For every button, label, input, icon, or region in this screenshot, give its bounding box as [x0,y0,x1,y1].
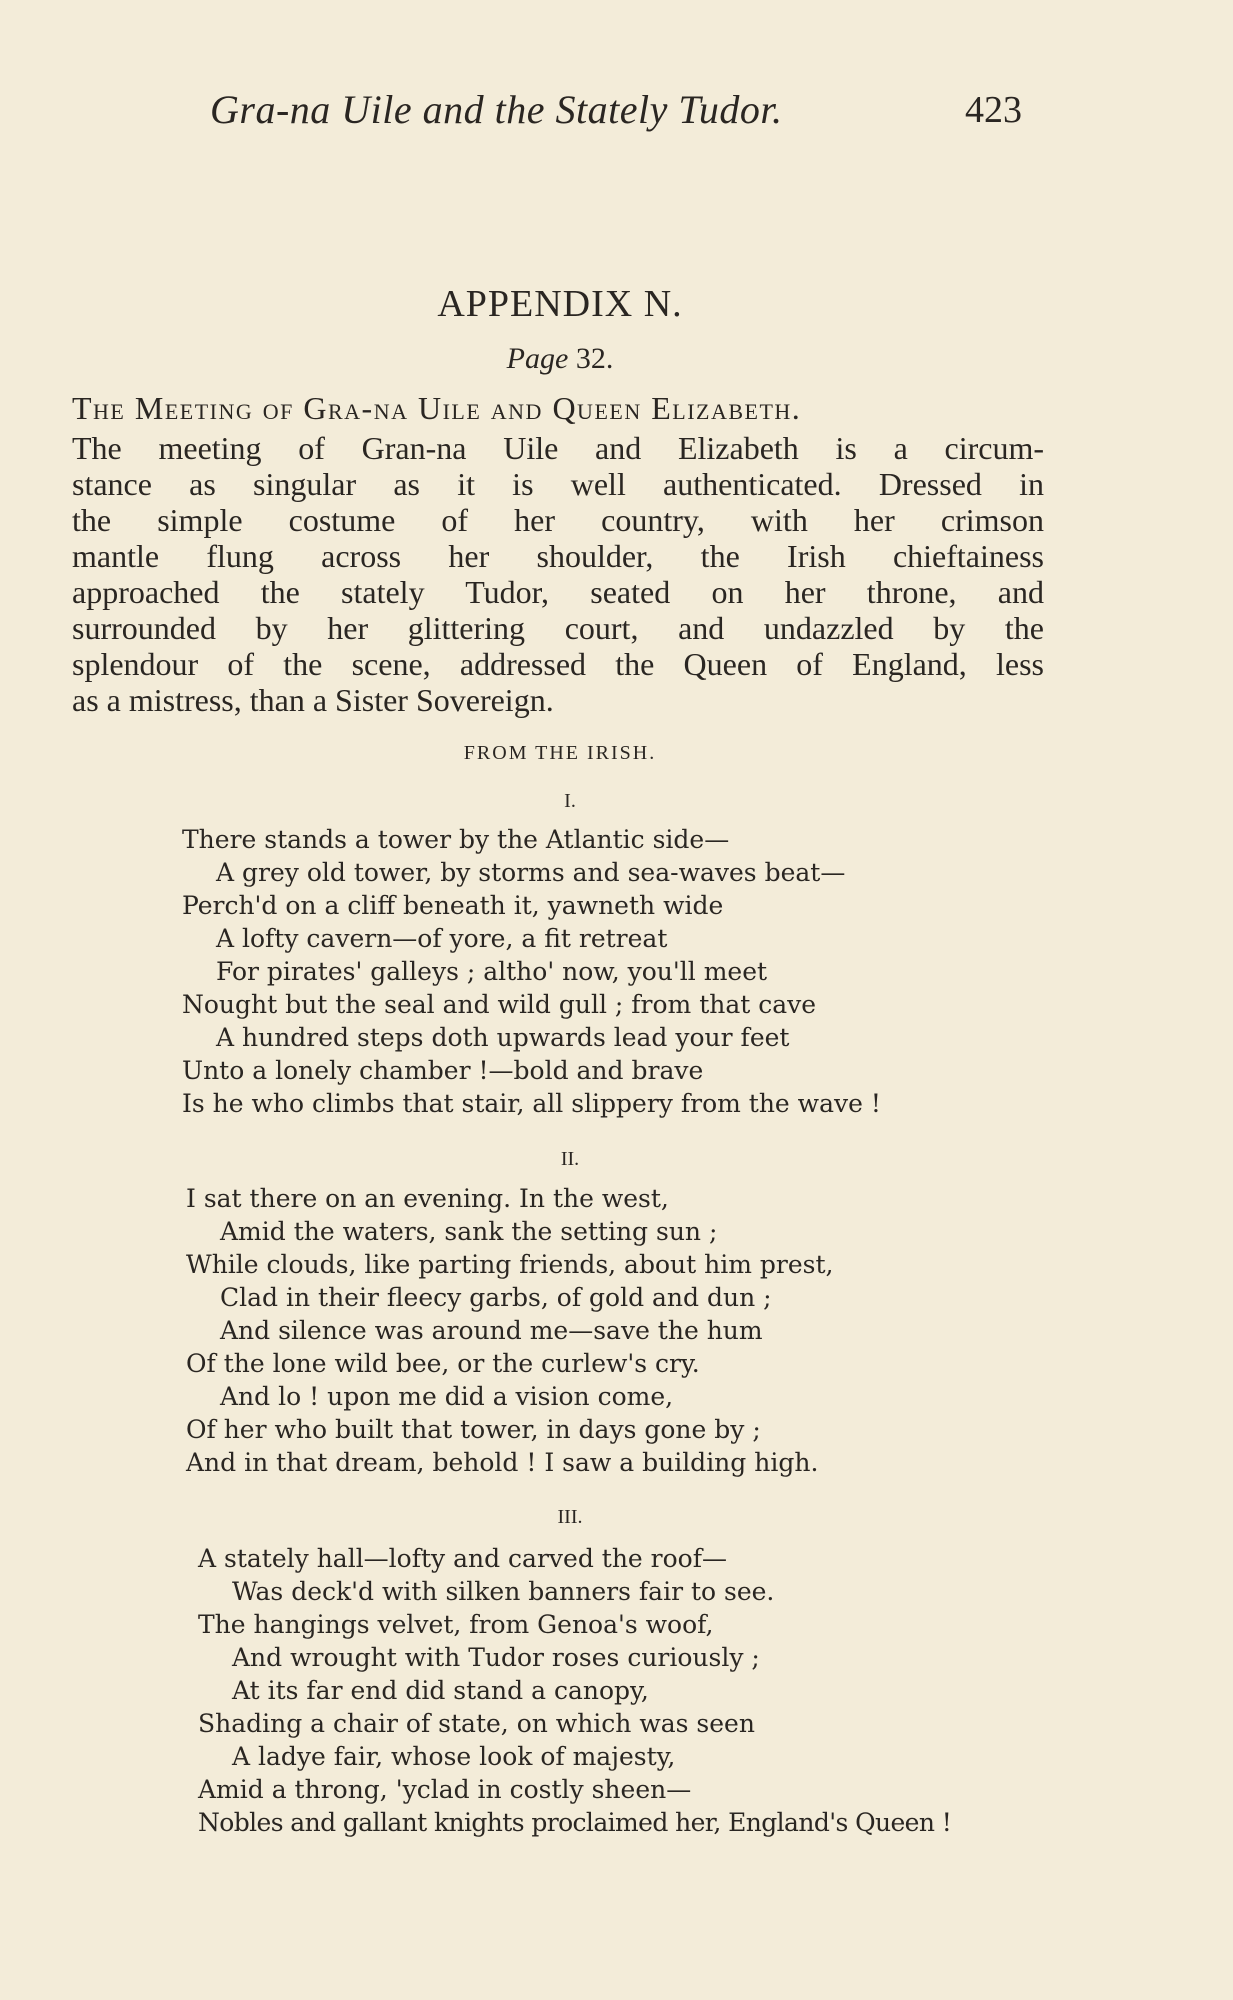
poem-line: Amid a throng, 'yclad in costly sheen— [198,1775,692,1804]
stanza-number: III. [557,1506,583,1528]
poem-line: Of the lone wild bee, or the curlew's cry. [186,1349,700,1378]
poem-line: Of her who built that tower, in days gone by ; [186,1415,761,1444]
poem-line: Nought but the seal and wild gull ; from that cave [182,990,817,1019]
poem-line: A ladye fair, whose look of majesty, [232,1742,676,1771]
poem-line: The hangings velvet, from Genoa's woof, [198,1610,714,1639]
poem-line: There stands a tower by the Atlantic side— [182,825,730,854]
paragraph-line: splendour of the scene, addressed the Queen of England, less [72,646,1044,682]
poem-line: A grey old tower, by storms and sea-waves beat— [216,858,846,887]
poem-line: And wrought with Tudor roses curiously ; [232,1643,760,1672]
poem-line: Amid the waters, sank the setting sun ; [220,1217,718,1246]
poem-line: While clouds, like parting friends, about him prest, [186,1250,834,1279]
poem-line: At its far end did stand a canopy, [232,1676,649,1705]
paragraph-line: stance as singular as it is well authenticated. Dressed in [72,466,1044,502]
poem-subhead: FROM THE IRISH. [463,742,657,764]
poem-line: Perch'd on a cliff beneath it, yawneth wide [182,891,724,920]
poem-line: A lofty cavern—of yore, a fit retreat [216,924,668,953]
page-reference-label: Page [506,342,569,375]
stanza-number: I. [564,790,576,812]
running-head [210,86,1040,133]
poem-line: Clad in their fleecy garbs, of gold and dun ; [220,1283,772,1312]
poem-line: A stately hall—lofty and carved the roof— [198,1544,727,1573]
paragraph-line: approached the stately Tudor, seated on her throne, and [72,574,1044,610]
poem-line: Unto a lonely chamber !—bold and brave [182,1056,704,1085]
paragraph-line: mantle flung across her shoulder, the Irish chieftainess [72,538,1044,574]
poem-line: I sat there on an evening. In the west, [186,1184,669,1213]
page-reference [0,342,1120,376]
poem-line: And silence was around me—save the hum [220,1316,763,1345]
paragraph-line: the simple costume of her country, with her crimson [72,502,1044,538]
poem-line: And lo ! upon me did a vision come, [220,1382,674,1411]
stanza [186,1182,1086,1479]
page-reference-number: 32. [575,342,614,375]
appendix-title: APPENDIX N. [437,283,683,325]
body-paragraph [72,430,1044,718]
paragraph-line: The meeting of Gran-na Uile and Elizabeth is a circum- [72,430,1044,466]
stanza-number: II. [560,1148,580,1170]
poem-line: A hundred steps doth upwards lead your feet [216,1023,790,1052]
page-number: 423 [965,89,1022,131]
poem-line: Is he who climbs that stair, all slippery from the wave ! [182,1089,881,1118]
paragraph-line: surrounded by her glittering court, and undazzled by the [72,610,1044,646]
poem-line: Shading a chair of state, on which was seen [198,1709,755,1738]
paragraph-line: as a mistress, than a Sister Sovereign. [72,682,554,718]
poem-line: For pirates' galleys ; altho' now, you'll meet [216,957,768,986]
running-title: Gra-na Uile and the Stately Tudor. [210,87,783,132]
stanza [182,823,1082,1120]
poem-line: Nobles and gallant knights proclaimed her, England's Queen ! [198,1808,952,1837]
section-heading: The Meeting of Gra-na Uile and Queen Elizabeth. [72,390,802,426]
poem-line: Was deck'd with silken banners fair to see. [232,1577,775,1606]
poem-line: And in that dream, behold ! I saw a building high. [186,1448,819,1477]
stanza [198,1542,1098,1839]
